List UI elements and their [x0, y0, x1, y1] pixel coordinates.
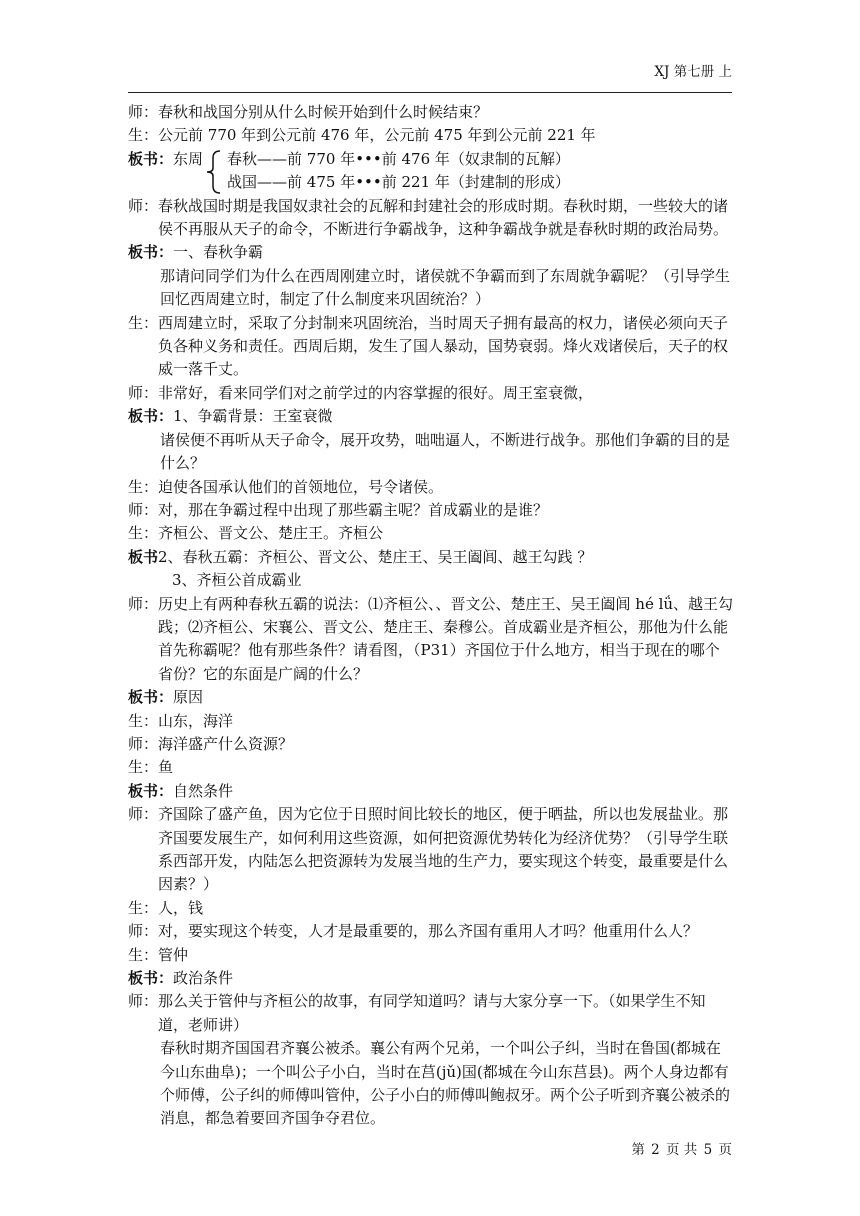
speaker-label: 师：: [128, 922, 159, 941]
dongzhou-chunqiu: 春秋——前 770 年•••前 476 年（奴隶制的瓦解）: [227, 149, 570, 168]
line-text: 对，要实现这个转变，人才是最重要的，那么齐国有重用人才吗？他重用什么人？: [158, 922, 699, 941]
dialogue-line: [128, 920, 734, 943]
line-text: 原因: [173, 688, 204, 707]
speaker-label: 生：: [128, 126, 159, 145]
board-label: 板书: [128, 547, 159, 566]
board-dongzhou: [128, 148, 734, 195]
line-text: 公元前 770 年到公元前 476 年，公元前 475 年到公元前 221 年: [158, 126, 596, 145]
page-body: [128, 101, 734, 1131]
dialogue-line: [128, 405, 734, 428]
line-text: 春秋时期齐国国君齐襄公被杀。襄公有两个兄弟，一个叫公子纠，当时在鲁国(都城在今山东曲阜)；一个叫公子小白，当时在莒(jǔ)国(都城在今山东莒县)。两个人身边都有个师傅，公子纠的师傅叫管仲，公子小白的师傅叫鲍叔牙。两个公子听到齐襄公被杀的消息，都急着要回齐国争夺君位。: [160, 1039, 731, 1128]
speaker-label: 师：: [128, 594, 159, 613]
line-text: 诸侯便不再听从天子命令，展开攻势，咄咄逼人，不断进行战争。那他们争霸的目的是什么？: [160, 430, 731, 473]
dialogue-line: [128, 710, 734, 733]
dialogue-line: [128, 990, 734, 1037]
footer-page-number: 2: [651, 1142, 660, 1158]
footer-prefix: 第: [631, 1142, 645, 1158]
board-label: 板书：: [128, 149, 174, 168]
line-text: 非常好，看来同学们对之前学过的内容掌握的很好。周王室衰微，: [158, 383, 594, 402]
speaker-label: 师：: [128, 103, 159, 121]
dialogue-line: [128, 265, 734, 312]
page-header: XJ 第七册 上: [654, 64, 732, 80]
dialogue-line: [128, 546, 734, 569]
board-label: 板书：: [128, 688, 174, 707]
dialogue-line: [128, 429, 734, 476]
board-label: 板书：: [128, 781, 174, 800]
dialogue-line: [128, 756, 734, 779]
line-text: 山东，海洋: [158, 711, 234, 730]
header-rule: [128, 92, 732, 93]
dialogue-line: [128, 897, 734, 920]
dialogue-line: [128, 124, 734, 147]
speaker-label: 师：: [128, 805, 159, 824]
speaker-label: 生：: [128, 898, 159, 917]
footer-total-pages: 5: [703, 1142, 713, 1158]
speaker-label: 师：: [128, 734, 159, 753]
line-text: 2、春秋五霸：齐桓公、晋文公、楚庄王、吴王阖闾、越王勾践 ？: [158, 547, 593, 566]
board-label: 板书：: [128, 243, 174, 262]
dialogue-line: [128, 944, 734, 967]
line-text: 西周建立时，采取了分封制来巩固统治，当时周天子拥有最高的权力，诸侯必须向天子负各种义务和责任。西周后期，发生了国人暴动，国势衰弱。烽火戏诸侯后，天子的权威一落千丈。: [158, 313, 729, 379]
curly-brace-icon: [205, 150, 223, 194]
dialogue-line: [128, 780, 734, 803]
line-text: 历史上有两种春秋五霸的说法：⑴齐桓公、、晋文公、楚庄王、吴王阖闾 hé lǘ、越王勾践；⑵齐桓公、宋襄公、晋文公、楚庄王、秦穆公。首成霸业是齐桓公，那他为什么能首先称霸呢？他有那些条件？请看图，（P31）齐国位于什么地方，相当于现在的哪个省份？它的东面是广阔的什么？: [158, 594, 734, 683]
dialogue-line: [128, 733, 734, 756]
speaker-label: 生：: [128, 477, 159, 496]
speaker-label: 师：: [128, 196, 159, 215]
dongzhou-title: 东周: [173, 149, 204, 168]
footer-middle: 页 共: [666, 1142, 698, 1158]
dongzhou-zhanguo: 战国——前 475 年•••前 221 年（封建制的形成）: [227, 173, 570, 192]
line-text: 迫使各国承认他们的首领地位，号令诸侯。: [158, 477, 444, 496]
dialogue-line: [128, 499, 734, 522]
dialogue-line: [128, 686, 734, 709]
dialogue-line: [128, 312, 734, 382]
line-text: 海洋盛产什么资源？: [158, 734, 294, 753]
speaker-label: 生：: [128, 524, 159, 543]
line-text: 春秋和战国分别从什么时候开始到什么时候结束？: [158, 103, 489, 121]
line-text: 管仲: [158, 945, 189, 964]
line-text: 自然条件: [173, 781, 234, 800]
line-text: 鱼: [158, 758, 174, 777]
dialogue-line: [128, 803, 734, 897]
line-text: 1、争霸背景：王室衰微: [173, 407, 333, 426]
dialogue-line: [128, 382, 734, 405]
line-text: 齐桓公、晋文公、楚庄王。齐桓公: [158, 524, 384, 543]
board-label: 板书：: [128, 407, 174, 426]
footer-suffix: 页: [718, 1142, 732, 1158]
dialogue-line: [128, 522, 734, 545]
speaker-label: 生：: [128, 758, 159, 777]
line-text: 对，那在争霸过程中出现了那些霸主呢？首成霸业的是谁？: [158, 500, 549, 519]
speaker-label: 生：: [128, 945, 159, 964]
dialogue-line: [128, 195, 734, 242]
dialogue-line: [128, 1037, 734, 1131]
board-label: 板书：: [128, 969, 174, 988]
line-text: 那么关于管仲与齐桓公的故事，有同学知道吗？请与大家分享一下。（如果学生不知道，老师讲）: [158, 992, 706, 1034]
dialogue-line: [128, 476, 734, 499]
line-text: 政治条件: [173, 969, 234, 988]
line-text: 3、齐桓公首成霸业: [172, 571, 302, 590]
line-text: 人，钱: [158, 898, 204, 917]
line-text: 春秋战国时期是我国奴隶社会的瓦解和封建社会的形成时期。春秋时期，一些较大的诸侯不再服从天子的命令，不断进行争霸战争，这种争霸战争就是春秋时期的政治局势。: [158, 196, 729, 239]
dialogue-line: [128, 593, 734, 687]
speaker-label: 生：: [128, 313, 159, 332]
speaker-label: 生：: [128, 711, 159, 730]
line-text: 齐国除了盛产鱼，因为它位于日照时间比较长的地区，便于晒盐，所以也发展盐业。那齐国要发展生产，如何利用这些资源，如何把资源优势转化为经济优势？（引导学生联系西部开发，内陆怎么把资源转为发展当地的生产力，要实现这个转变，最重要是什么因素？）: [158, 805, 729, 894]
dialogue-line: [128, 967, 734, 990]
page-footer: [629, 1138, 732, 1158]
line-text: 那请问同学们为什么在西周刚建立时，诸侯就不争霸而到了东周就争霸呢？（引导学生回忆西周建立时，制定了什么制度来巩固统治？）: [160, 266, 731, 309]
speaker-label: 师：: [128, 500, 159, 519]
line-text: 一、春秋争霸: [173, 243, 264, 262]
speaker-label: 师：: [128, 383, 159, 402]
speaker-label: 师：: [128, 992, 159, 1011]
dialogue-line: [128, 241, 734, 264]
dialogue-line: [128, 569, 734, 592]
dialogue-line: [128, 101, 734, 124]
